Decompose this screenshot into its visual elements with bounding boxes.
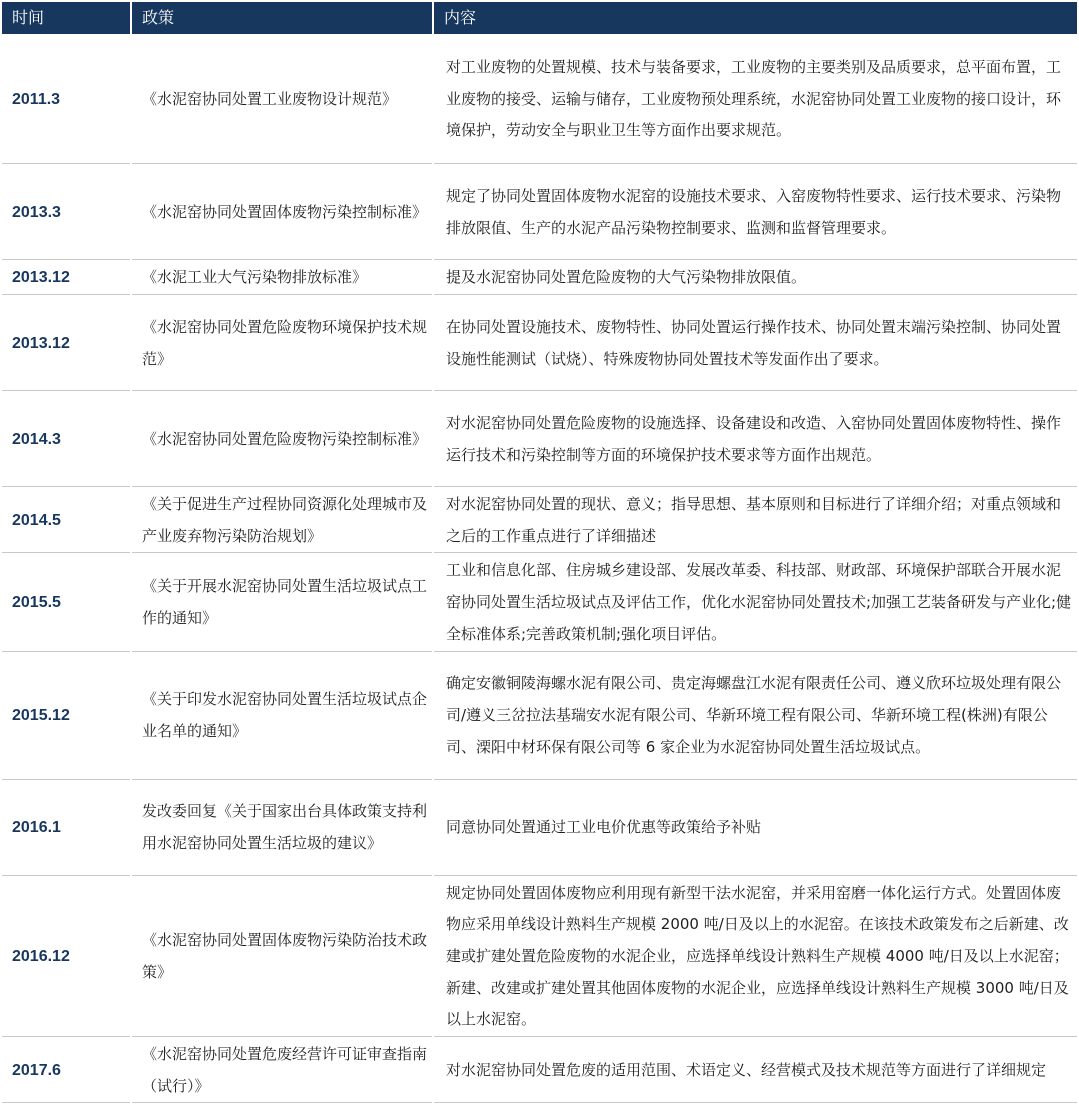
- policy-cell: 《水泥窑协同处置固体废物污染防治技术政策》: [132, 878, 432, 1038]
- header-policy: 政策: [132, 2, 432, 34]
- table-row: [2, 878, 1077, 1038]
- time-cell: 2017.6: [2, 1039, 130, 1103]
- time-cell: 2015.5: [2, 555, 130, 651]
- policy-cell: 《关于开展水泥窑协同处置生活垃圾试点工作的通知》: [132, 555, 432, 651]
- content-cell: 对水泥窑协同处置危险废物的设施选择、设备建设和改造、入窑协同处置固体废物特性、操作运行技术和污染控制等方面的环境保护技术要求等方面作出规范。: [434, 393, 1077, 487]
- time-cell: 2011.3: [2, 36, 130, 164]
- policy-cell: 《水泥窑协同处置固体废物污染控制标准》: [132, 166, 432, 260]
- content-cell: 提及水泥窑协同处置危险废物的大气污染物排放限值。: [434, 262, 1077, 295]
- table-row: [2, 1039, 1077, 1103]
- policy-cell: 《水泥窑协同处置危险废物污染控制标准》: [132, 393, 432, 487]
- time-cell: 2016.1: [2, 782, 130, 876]
- policy-cell: 《水泥窑协同处置危险废物环境保护技术规范》: [132, 297, 432, 391]
- content-cell: 规定协同处置固体废物应利用现有新型干法水泥窑，并采用窑磨一体化运行方式。处置固体废物应采用单线设计熟料生产规模 2000 吨/日及以上的水泥窑。在该技术政策发布之后新建、改建或扩建处置危险废物的水泥企业，应选择单线设计熟料生产规模 4000 吨/日及以上水泥窑；新建、改建或扩建处置其他固体废物的水泥企业，应选择单线设计熟料生产规模 3000 吨/日及以上水泥窑。: [434, 878, 1077, 1038]
- table-row: [2, 166, 1077, 260]
- table-row: [2, 489, 1077, 553]
- content-cell: 对水泥窑协同处置的现状、意义；指导思想、基本原则和目标进行了详细介绍；对重点领域和之后的工作重点进行了详细描述: [434, 489, 1077, 553]
- time-cell: 2016.12: [2, 878, 130, 1038]
- table-row: [2, 36, 1077, 164]
- time-cell: 2013.3: [2, 166, 130, 260]
- time-cell: 2015.12: [2, 654, 130, 780]
- content-cell: 对工业废物的处置规模、技术与装备要求，工业废物的主要类别及品质要求，总平面布置，工业废物的接受、运输与储存，工业废物预处理系统，水泥窑协同处置工业废物的接口设计，环境保护，劳动安全与职业卫生等方面作出要求规范。: [434, 36, 1077, 164]
- content-cell: 在协同处置设施技术、废物特性、协同处置运行操作技术、协同处置末端污染控制、协同处置设施性能测试（试烧）、特殊废物协同处置技术等发面作出了要求。: [434, 297, 1077, 391]
- content-cell: 确定安徽铜陵海螺水泥有限公司、贵定海螺盘江水泥有限责任公司、遵义欣环垃圾处理有限公司/遵义三岔拉法基瑞安水泥有限公司、华新环境工程有限公司、华新环境工程(株洲)有限公司、溧阳中材环保有限公司等 6 家企业为水泥窑协同处置生活垃圾试点。: [434, 654, 1077, 780]
- table-row: [2, 654, 1077, 780]
- content-cell: 规定了协同处置固体废物水泥窑的设施技术要求、入窑废物特性要求、运行技术要求、污染物排放限值、生产的水泥产品污染物控制要求、监测和监督管理要求。: [434, 166, 1077, 260]
- content-cell: 同意协同处置通过工业电价优惠等政策给予补贴: [434, 782, 1077, 876]
- table-row: [2, 262, 1077, 295]
- policy-cell: 《水泥工业大气污染物排放标准》: [132, 262, 432, 295]
- policy-cell: 《水泥窑协同处置危废经营许可证审查指南（试行）》: [132, 1039, 432, 1103]
- time-cell: 2013.12: [2, 297, 130, 391]
- header-time: 时间: [2, 2, 130, 34]
- header-content: 内容: [434, 2, 1077, 34]
- content-cell: 对水泥窑协同处置危废的适用范围、术语定义、经营模式及技术规范等方面进行了详细规定: [434, 1039, 1077, 1103]
- time-cell: 2014.3: [2, 393, 130, 487]
- policy-cell: 《关于印发水泥窑协同处置生活垃圾试点企业名单的通知》: [132, 654, 432, 780]
- table-row: [2, 393, 1077, 487]
- time-cell: 2014.5: [2, 489, 130, 553]
- table-row: [2, 297, 1077, 391]
- content-cell: 工业和信息化部、住房城乡建设部、发展改革委、科技部、财政部、环境保护部联合开展水泥窑协同处置生活垃圾试点及评估工作，优化水泥窑协同处置技术;加强工艺装备研发与产业化;健全标准体系;完善政策机制;强化项目评估。: [434, 555, 1077, 651]
- table-row: [2, 782, 1077, 876]
- table-row: [2, 555, 1077, 651]
- time-cell: 2013.12: [2, 262, 130, 295]
- policy-cell: 《水泥窑协同处置工业废物设计规范》: [132, 36, 432, 164]
- policy-cell: 发改委回复《关于国家出台具体政策支持利用水泥窑协同处置生活垃圾的建议》: [132, 782, 432, 876]
- policy-cell: 《关于促进生产过程协同资源化处理城市及产业废弃物污染防治规划》: [132, 489, 432, 553]
- header-row: [2, 2, 1077, 34]
